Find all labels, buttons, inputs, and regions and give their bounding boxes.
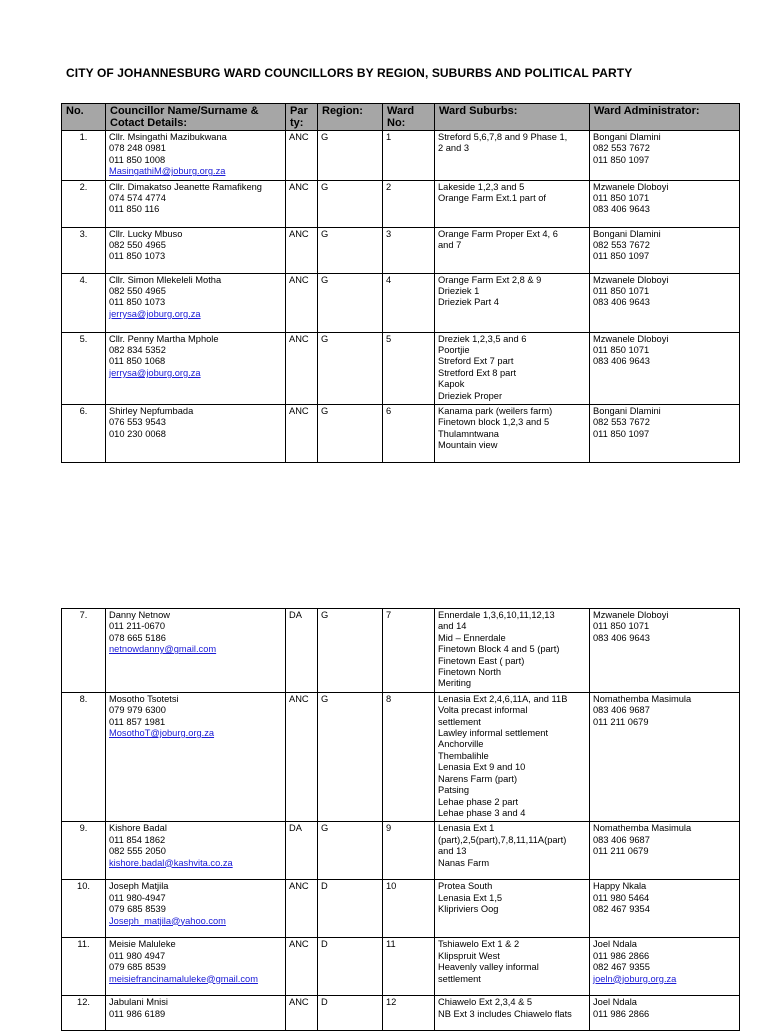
admin-line: 083 406 9643 xyxy=(593,297,650,308)
party-cell xyxy=(286,822,318,880)
councillor-name: Jabulani Mnisi xyxy=(109,997,168,1008)
suburb-line: Klipspruit West xyxy=(438,950,500,961)
councillor-phone: 082 555 2050 xyxy=(109,846,166,857)
region-cell xyxy=(318,405,383,463)
ward-cell xyxy=(383,180,435,227)
row-number: 1. xyxy=(79,132,88,142)
suburb-line: Protea South xyxy=(438,881,493,892)
councillor-cell xyxy=(106,332,286,404)
admin-line: Bongani Dlamini xyxy=(593,406,661,417)
suburb-line: Dreziek 1,2,3,5 and 6 xyxy=(438,333,527,344)
admin-line: 011 211 0679 xyxy=(593,716,649,727)
suburb-line: Lehae phase 2 part xyxy=(438,796,519,807)
ward-cell xyxy=(383,227,435,273)
party-value: ANC xyxy=(289,132,309,142)
ward-number: 10 xyxy=(386,881,397,892)
region-value: G xyxy=(321,132,329,142)
admin-line: Bongani Dlamini xyxy=(593,228,661,239)
party-value: ANC xyxy=(289,406,309,417)
suburb-line: Patsing xyxy=(438,785,470,796)
region-cell xyxy=(318,692,383,821)
ward-number: 1 xyxy=(386,132,392,142)
header-region: Region: xyxy=(318,104,383,131)
suburb-line: Klipriviers Oog xyxy=(438,904,499,915)
region-value: G xyxy=(321,228,329,239)
admin-line: 082 467 9354 xyxy=(593,904,650,915)
councillor-name: Cllr. Penny Martha Mphole xyxy=(109,333,219,344)
admin-line: 082 467 9355 xyxy=(593,962,650,973)
councillors-table-2 xyxy=(61,608,740,1031)
table-row xyxy=(62,880,740,938)
councillor-phone: 011 854 1862 xyxy=(109,834,166,845)
admin-cell xyxy=(590,609,740,693)
suburb-line: Kanama park (weilers farm) xyxy=(438,406,553,417)
region-value: G xyxy=(321,823,329,834)
party-value: ANC xyxy=(289,997,309,1008)
page-title: CITY OF JOHANNESBURG WARD COUNCILLORS BY REGION, SUBURBS AND POLITICAL PARTY xyxy=(66,66,633,80)
admin-line: 083 406 9643 xyxy=(593,632,650,643)
councillor-name: Cllr. Dimakatso Jeanette Ramafikeng xyxy=(109,181,262,192)
councillor-email-link[interactable]: jerrysa@joburg.org.za xyxy=(109,308,201,319)
suburb-line: Lehae phase 3 and 4 xyxy=(438,807,526,818)
councillor-name: Cllr. Simon Mlekeleli Motha xyxy=(109,274,222,285)
admin-line: Nomathemba Masimula xyxy=(593,823,692,834)
suburb-line: Mid – Ennerdale xyxy=(438,632,506,643)
suburb-line: Finetown East ( part) xyxy=(438,655,525,666)
councillor-phone: 076 553 9543 xyxy=(109,417,166,428)
admin-email-link[interactable]: joeln@joburg.org.za xyxy=(593,973,677,984)
suburbs-cell xyxy=(435,227,590,273)
suburb-line: and 14 xyxy=(438,621,467,632)
councillor-cell xyxy=(106,273,286,332)
suburbs-cell xyxy=(435,405,590,463)
party-value: ANC xyxy=(289,181,309,192)
councillor-name: Shirley Nepfumbada xyxy=(109,406,194,417)
region-cell xyxy=(318,332,383,404)
councillor-phone: 079 685 8539 xyxy=(109,904,166,915)
councillor-name: Cllr. Lucky Mbuso xyxy=(109,228,183,239)
councillor-phone: 011 857 1981 xyxy=(109,716,166,727)
region-value: G xyxy=(321,610,329,620)
region-cell xyxy=(318,938,383,996)
table-row xyxy=(62,996,740,1031)
admin-line: 011 850 1071 xyxy=(593,286,650,297)
table-row xyxy=(62,692,740,821)
councillor-cell xyxy=(106,938,286,996)
suburbs-cell xyxy=(435,180,590,227)
suburb-line: Orange Farm Proper Ext 4, 6 xyxy=(438,228,558,239)
suburb-line: Anchorville xyxy=(438,739,484,750)
row-number: 12. xyxy=(77,997,90,1008)
suburb-line: Meriting xyxy=(438,678,472,689)
ward-cell xyxy=(383,692,435,821)
suburb-line: NB Ext 3 includes Chiawelo flats xyxy=(438,1008,572,1019)
suburb-line: Drieziek 1 xyxy=(438,286,480,297)
suburb-line: Thulamntwana xyxy=(438,428,499,439)
ward-number: 5 xyxy=(386,333,392,344)
admin-line: Mzwanele Dloboyi xyxy=(593,181,669,192)
table-row xyxy=(62,822,740,880)
councillor-cell xyxy=(106,180,286,227)
councillor-phone: 011 850 1008 xyxy=(109,154,166,165)
suburbs-cell xyxy=(435,131,590,181)
admin-line: Mzwanele Dloboyi xyxy=(593,333,669,344)
suburb-line: Heavenly valley informal xyxy=(438,962,539,973)
region-value: G xyxy=(321,181,329,192)
councillor-email-link[interactable]: jerrysa@joburg.org.za xyxy=(109,367,201,378)
suburb-line: Streford 5,6,7,8 and 9 Phase 1, xyxy=(438,132,568,142)
row-number-cell xyxy=(62,938,106,996)
party-cell xyxy=(286,996,318,1031)
ward-cell xyxy=(383,609,435,693)
row-number: 10. xyxy=(77,881,90,892)
ward-number: 3 xyxy=(386,228,392,239)
suburb-line: Lenasia Ext 1 xyxy=(438,823,495,834)
table-header-row xyxy=(62,104,740,131)
admin-cell xyxy=(590,332,740,404)
suburb-line: Kapok xyxy=(438,379,465,390)
region-cell xyxy=(318,880,383,938)
suburb-line: Lakeside 1,2,3 and 5 xyxy=(438,181,525,192)
ward-cell xyxy=(383,332,435,404)
row-number-cell xyxy=(62,996,106,1031)
councillor-phone: 011 850 116 xyxy=(109,204,160,215)
admin-line: Mzwanele Dloboyi xyxy=(593,274,669,285)
councillor-cell xyxy=(106,822,286,880)
header-ward: Ward No: xyxy=(383,104,435,131)
ward-number: 2 xyxy=(386,181,392,192)
suburbs-cell xyxy=(435,273,590,332)
table-row xyxy=(62,180,740,227)
admin-line: 083 406 9643 xyxy=(593,356,650,367)
admin-line: Joel Ndala xyxy=(593,939,637,950)
admin-line: 083 406 9687 xyxy=(593,705,650,716)
admin-line: 011 850 1097 xyxy=(593,251,650,262)
suburbs-cell xyxy=(435,880,590,938)
admin-cell xyxy=(590,996,740,1031)
row-number-cell xyxy=(62,405,106,463)
suburb-line: Finetown Block 4 and 5 (part) xyxy=(438,644,560,655)
councillor-email-link[interactable]: MosothoT@joburg.org.za xyxy=(109,728,215,739)
header-councillor: Councillor Name/Surname & Cotact Details: xyxy=(106,104,286,131)
councillor-phone: 074 574 4774 xyxy=(109,193,166,204)
suburb-line: (part),2,5(part),7,8,11,11A(part) xyxy=(438,834,567,845)
ward-number: 12 xyxy=(386,997,397,1008)
suburb-line: Tshiawelo Ext 1 & 2 xyxy=(438,939,520,950)
admin-line: Joel Ndala xyxy=(593,997,637,1008)
party-cell xyxy=(286,880,318,938)
party-cell xyxy=(286,227,318,273)
region-cell xyxy=(318,273,383,332)
admin-cell xyxy=(590,938,740,996)
councillor-email-link[interactable]: netnowdanny@gmail.com xyxy=(109,644,217,655)
councillor-cell xyxy=(106,405,286,463)
row-number-cell xyxy=(62,880,106,938)
admin-cell xyxy=(590,822,740,880)
party-value: ANC xyxy=(289,274,309,285)
ward-cell xyxy=(383,273,435,332)
row-number: 7. xyxy=(79,610,88,620)
councillor-email-link[interactable]: Joseph_matjila@yahoo.com xyxy=(109,915,226,926)
party-value: ANC xyxy=(289,693,309,704)
ward-cell xyxy=(383,880,435,938)
region-cell xyxy=(318,822,383,880)
region-value: D xyxy=(321,939,328,950)
party-cell xyxy=(286,273,318,332)
party-value: ANC xyxy=(289,939,309,950)
admin-line: Mzwanele Dloboyi xyxy=(593,610,669,620)
party-value: DA xyxy=(289,610,302,620)
admin-line: 083 406 9643 xyxy=(593,204,650,215)
admin-cell xyxy=(590,405,740,463)
row-number: 4. xyxy=(79,274,88,285)
region-value: G xyxy=(321,693,329,704)
suburb-line: Finetown block 1,2,3 and 5 xyxy=(438,417,550,428)
party-cell xyxy=(286,405,318,463)
suburbs-cell xyxy=(435,332,590,404)
suburb-line: Mountain view xyxy=(438,440,498,451)
suburb-line: Drieziek Proper xyxy=(438,390,503,401)
row-number-cell xyxy=(62,332,106,404)
councillors-table-1 xyxy=(61,103,740,463)
councillor-phone: 011 986 6189 xyxy=(109,1008,166,1019)
councillor-cell xyxy=(106,227,286,273)
councillor-phone: 078 248 0981 xyxy=(109,143,166,154)
row-number: 2. xyxy=(79,181,88,192)
suburb-line: Lawley informal settlement xyxy=(438,728,549,739)
suburb-line: Stretford Ext 8 part xyxy=(438,367,517,378)
admin-line: 082 553 7672 xyxy=(593,417,650,428)
admin-line: 011 850 1097 xyxy=(593,154,650,165)
admin-line: 082 553 7672 xyxy=(593,240,650,251)
row-number: 3. xyxy=(79,228,88,239)
councillor-phone: 082 834 5352 xyxy=(109,345,166,356)
councillor-name: Mosotho Tsotetsi xyxy=(109,693,179,704)
suburb-line: Lenasia Ext 1,5 xyxy=(438,892,503,903)
table-row xyxy=(62,938,740,996)
suburb-line: Ennerdale 1,3,6,10,11,12,13 xyxy=(438,610,555,620)
suburb-line: Nanas Farm xyxy=(438,857,490,868)
councillor-phone: 079 685 8539 xyxy=(109,962,166,973)
table-row xyxy=(62,227,740,273)
table-row xyxy=(62,609,740,693)
suburbs-cell xyxy=(435,692,590,821)
party-value: ANC xyxy=(289,333,309,344)
councillor-phone: 011 980 4947 xyxy=(109,950,166,961)
councillor-phone: 011 850 1073 xyxy=(109,297,166,308)
region-value: D xyxy=(321,881,328,892)
row-number: 11. xyxy=(77,939,90,950)
councillor-name: Joseph Matjila xyxy=(109,881,169,892)
row-number-cell xyxy=(62,609,106,693)
row-number-cell xyxy=(62,131,106,181)
row-number-cell xyxy=(62,273,106,332)
admin-line: 011 850 1097 xyxy=(593,428,650,439)
row-number-cell xyxy=(62,822,106,880)
admin-line: 011 850 1071 xyxy=(593,345,650,356)
suburb-line: Finetown North xyxy=(438,667,502,678)
councillor-email-link[interactable]: kishore.badal@kashvita.co.za xyxy=(109,857,233,868)
table-row xyxy=(62,405,740,463)
admin-line: 011 986 2866 xyxy=(593,950,650,961)
suburb-line: Lenasia Ext 2,4,6,11A, and 11B xyxy=(438,693,568,704)
councillor-phone: 011 211-0670 xyxy=(109,621,166,632)
party-cell xyxy=(286,180,318,227)
ward-number: 9 xyxy=(386,823,392,834)
suburb-line: Narens Farm (part) xyxy=(438,773,518,784)
region-value: D xyxy=(321,997,328,1008)
admin-line: 011 980 5464 xyxy=(593,892,650,903)
councillor-name: Cllr. Msingathi Mazibukwana xyxy=(109,132,227,142)
admin-line: Happy Nkala xyxy=(593,881,647,892)
councillor-phone: 079 979 6300 xyxy=(109,705,166,716)
region-cell xyxy=(318,180,383,227)
party-value: ANC xyxy=(289,228,309,239)
admin-line: 083 406 9687 xyxy=(593,834,650,845)
ward-cell xyxy=(383,996,435,1031)
header-no: No. xyxy=(62,104,106,131)
councillor-phone: 011 850 1068 xyxy=(109,356,166,367)
suburb-line: and 13 xyxy=(438,846,467,857)
admin-cell xyxy=(590,273,740,332)
suburb-line: Thembalihle xyxy=(438,750,489,761)
row-number: 5. xyxy=(79,333,88,344)
party-cell xyxy=(286,609,318,693)
suburb-line: Lenasia Ext 9 and 10 xyxy=(438,762,526,773)
ward-number: 11 xyxy=(386,939,396,950)
councillor-cell xyxy=(106,692,286,821)
table-row xyxy=(62,332,740,404)
suburb-line: Streford Ext 7 part xyxy=(438,356,514,367)
row-number: 6. xyxy=(79,406,88,417)
table-row xyxy=(62,131,740,181)
party-cell xyxy=(286,938,318,996)
row-number: 8. xyxy=(79,693,88,704)
header-party: Par ty: xyxy=(286,104,318,131)
ward-number: 7 xyxy=(386,610,392,620)
councillor-email-link[interactable]: MasingathiM@joburg.org.za xyxy=(109,166,226,177)
admin-cell xyxy=(590,131,740,181)
party-value: ANC xyxy=(289,881,309,892)
row-number: 9. xyxy=(79,823,88,834)
region-value: G xyxy=(321,333,329,344)
table-row xyxy=(62,273,740,332)
ward-cell xyxy=(383,938,435,996)
suburb-line: 2 and 3 xyxy=(438,143,470,154)
councillor-cell xyxy=(106,131,286,181)
councillor-phone: 011 850 1073 xyxy=(109,251,166,262)
councillor-name: Meisie Maluleke xyxy=(109,939,176,950)
councillor-name: Kishore Badal xyxy=(109,823,167,834)
party-cell xyxy=(286,131,318,181)
admin-cell xyxy=(590,692,740,821)
councillor-phone: 011 980-4947 xyxy=(109,892,166,903)
suburbs-cell xyxy=(435,822,590,880)
suburb-line: Orange Farm Ext.1 part of xyxy=(438,193,546,204)
header-suburbs: Ward Suburbs: xyxy=(435,104,590,131)
admin-line: Bongani Dlamini xyxy=(593,132,661,142)
ward-cell xyxy=(383,822,435,880)
party-value: DA xyxy=(289,823,302,834)
ward-number: 4 xyxy=(386,274,392,285)
admin-cell xyxy=(590,880,740,938)
admin-line: Nomathemba Masimula xyxy=(593,693,692,704)
region-value: G xyxy=(321,406,329,417)
party-cell xyxy=(286,692,318,821)
ward-cell xyxy=(383,131,435,181)
suburb-line: settlement xyxy=(438,973,481,984)
suburbs-cell xyxy=(435,996,590,1031)
suburbs-cell xyxy=(435,938,590,996)
suburb-line: Poortjie xyxy=(438,345,470,356)
ward-number: 6 xyxy=(386,406,392,417)
councillor-phone: 078 665 5186 xyxy=(109,632,166,643)
region-cell xyxy=(318,131,383,181)
suburb-line: Orange Farm Ext 2,8 & 9 xyxy=(438,274,542,285)
councillor-phone: 082 550 4965 xyxy=(109,240,166,251)
admin-line: 011 850 1071 xyxy=(593,193,650,204)
admin-line: 011 986 2866 xyxy=(593,1008,650,1019)
suburb-line: settlement xyxy=(438,716,481,727)
councillor-cell xyxy=(106,609,286,693)
region-cell xyxy=(318,227,383,273)
suburb-line: Drieziek Part 4 xyxy=(438,297,499,308)
admin-line: 011 850 1071 xyxy=(593,621,650,632)
suburbs-cell xyxy=(435,609,590,693)
councillor-email-link[interactable]: meisiefrancinamaluleke@gmail.com xyxy=(109,973,258,984)
councillor-cell xyxy=(106,880,286,938)
party-cell xyxy=(286,332,318,404)
ward-number: 8 xyxy=(386,693,392,704)
header-admin: Ward Administrator: xyxy=(590,104,740,131)
councillor-phone: 082 550 4965 xyxy=(109,286,166,297)
row-number-cell xyxy=(62,692,106,821)
councillor-cell xyxy=(106,996,286,1031)
admin-cell xyxy=(590,227,740,273)
row-number-cell xyxy=(62,180,106,227)
row-number-cell xyxy=(62,227,106,273)
suburb-line: Volta precast informal xyxy=(438,705,528,716)
admin-line: 011 211 0679 xyxy=(593,846,649,857)
region-cell xyxy=(318,609,383,693)
suburb-line: Chiawelo Ext 2,3,4 & 5 xyxy=(438,997,533,1008)
ward-cell xyxy=(383,405,435,463)
admin-line: 082 553 7672 xyxy=(593,143,650,154)
councillor-phone: 010 230 0068 xyxy=(109,428,166,439)
region-cell xyxy=(318,996,383,1031)
region-value: G xyxy=(321,274,329,285)
suburb-line: and 7 xyxy=(438,240,462,251)
admin-cell xyxy=(590,180,740,227)
councillor-name: Danny Netnow xyxy=(109,610,170,620)
